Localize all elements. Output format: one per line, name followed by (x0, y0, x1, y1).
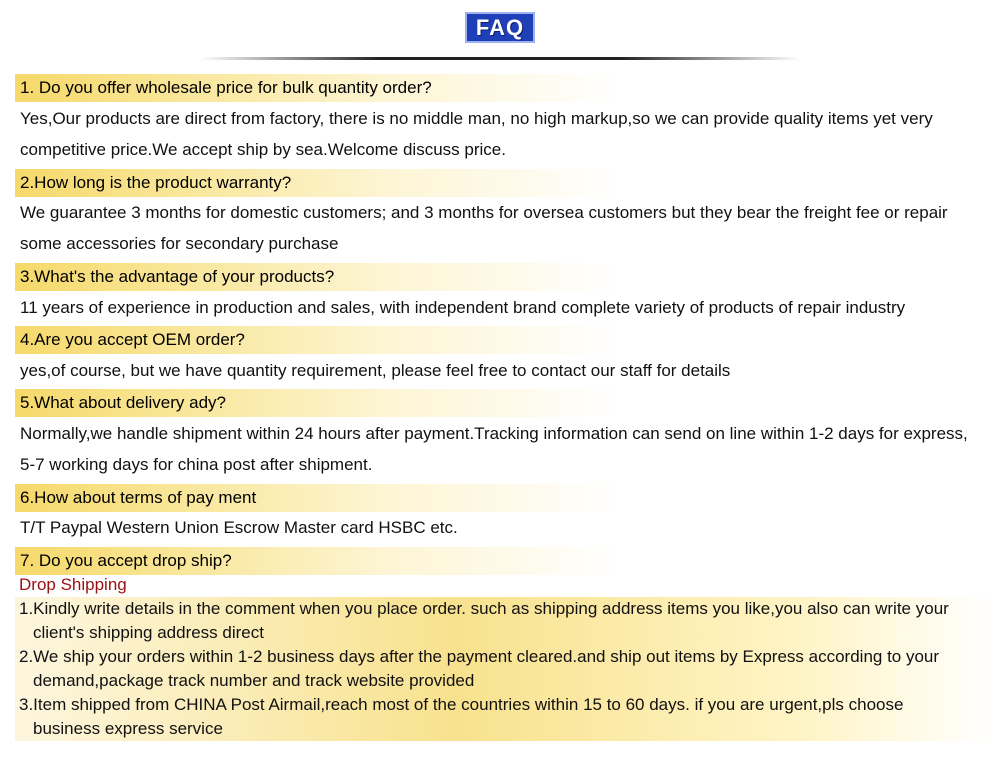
faq-answer-6 (20, 512, 995, 543)
faq-question-7: 7. Do you accept drop ship? (15, 547, 995, 575)
faq-answer-1 (20, 103, 995, 165)
drop-shipping-item-2-line-2: demand,package track number and track website provided (33, 671, 475, 690)
drop-shipping-item-2 (19, 645, 997, 693)
drop-shipping-item-1 (19, 597, 997, 645)
faq-answer-5-line-1: Normally,we handle shipment within 24 hours after payment.Tracking information can send on line within 1-2 days for express, (20, 424, 968, 443)
drop-shipping-item-3-line-1: 3.Item shipped from CHINA Post Airmail,reach most of the countries within 15 to 60 days. if you are urgent,pls choose (19, 695, 904, 714)
faq-answer-2-line-1: We guarantee 3 months for domestic customers; and 3 months for oversea customers but they bear the freight fee or repair (20, 203, 948, 222)
faq-answer-1-line-1: Yes,Our products are direct from factory, there is no middle man, no high markup,so we can provide quality items yet very (20, 109, 933, 128)
faq-answer-4 (20, 355, 995, 386)
drop-shipping-item-3-line-2: business express service (33, 719, 223, 738)
faq-question-4: 4.Are you accept OEM order? (15, 326, 995, 354)
faq-answer-5 (20, 418, 995, 480)
faq-answer-1-line-2: competitive price.We accept ship by sea.Welcome discuss price. (20, 140, 506, 159)
faq-answer-4-line-1: yes,of course, but we have quantity requirement, please feel free to contact our staff for details (20, 361, 731, 380)
faq-question-5: 5.What about delivery ady? (15, 389, 995, 417)
drop-shipping-title: Drop Shipping (19, 575, 127, 594)
faq-answer-2-line-2: some accessories for secondary purchase (20, 234, 339, 253)
drop-shipping-item-1-line-1: 1.Kindly write details in the comment when you place order. such as shipping address items you like,you also can write your (19, 599, 949, 618)
faq-answer-3 (20, 292, 995, 323)
drop-shipping-item-1-line-2: client's shipping address direct (33, 623, 264, 642)
faq-title-badge: FAQ (465, 12, 535, 43)
faq-answer-6-line-1: T/T Paypal Western Union Escrow Master card HSBC etc. (20, 518, 458, 537)
faq-question-1: 1. Do you offer wholesale price for bulk quantity order? (15, 74, 995, 102)
faq-question-2: 2.How long is the product warranty? (15, 169, 995, 197)
faq-answer-2 (20, 197, 995, 259)
drop-shipping-list (15, 597, 997, 741)
drop-shipping-item-3 (19, 693, 997, 741)
faq-answer-3-line-1: 11 years of experience in production and sales, with independent brand complete variety of products of repair industry (20, 298, 906, 317)
faq-answer-5-line-2: 5-7 working days for china post after shipment. (20, 455, 373, 474)
faq-question-3: 3.What's the advantage of your products? (15, 263, 995, 291)
drop-shipping-item-2-line-1: 2.We ship your orders within 1-2 business days after the payment cleared.and ship out items by Express according to your (19, 647, 940, 666)
title-divider (200, 57, 800, 60)
faq-question-6: 6.How about terms of pay ment (15, 484, 995, 512)
